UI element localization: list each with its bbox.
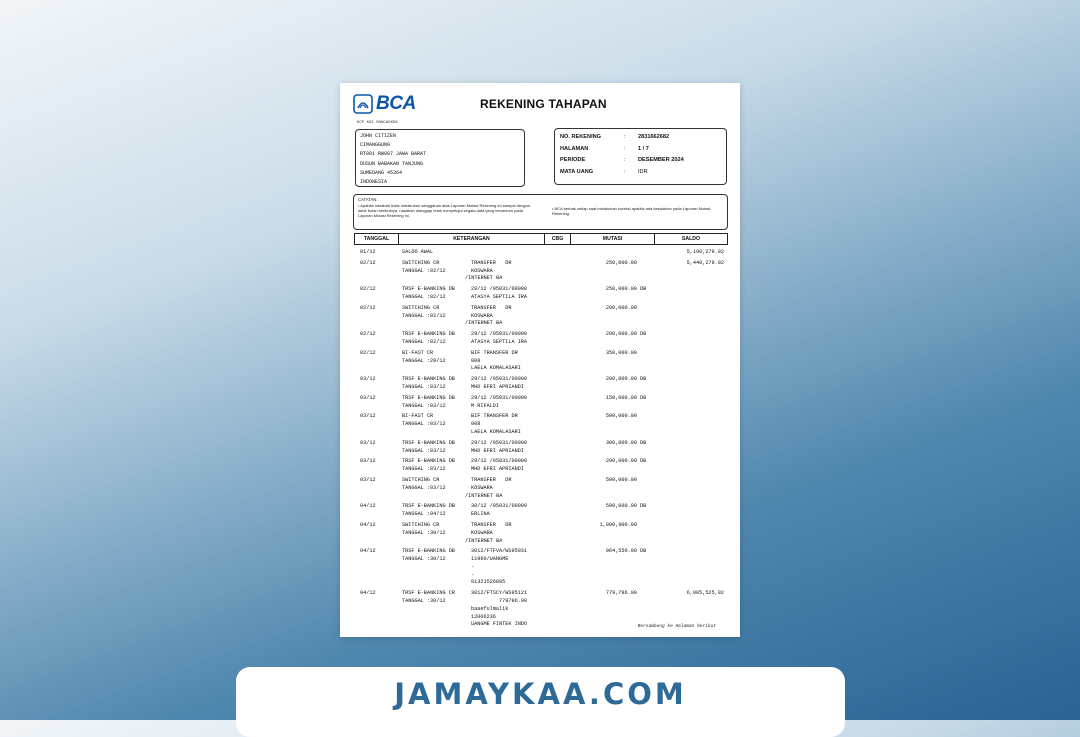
table-row [340, 286, 740, 305]
description-line: TANGGAL :02/12 [402, 338, 446, 345]
description-line: TANGGAL :03/12 [402, 484, 446, 491]
row-amount: 1,000,000.00 [599, 521, 637, 528]
row-type: DB [640, 286, 647, 293]
row-date: 03/12 [360, 413, 376, 420]
row-detail [471, 286, 527, 302]
row-amount: 964,550.00 [605, 548, 637, 555]
description-line: TANGGAL :29/12 [402, 357, 446, 364]
detail-line: BIF TRANSFER DR [471, 413, 518, 420]
detail-line: TRANSFER DR [471, 304, 512, 311]
row-date: 02/12 [360, 331, 376, 338]
branch-name: KCP KAI RANCAEKEK [357, 121, 398, 125]
currency-row: MATA UANG : IDR [560, 168, 648, 175]
row-type: DB [640, 376, 647, 383]
detail-line: /INTERNET BA [465, 537, 503, 544]
row-type: DB [640, 458, 647, 465]
detail-line: KOSWARA [471, 267, 493, 274]
description-line: TANGGAL :02/12 [402, 312, 446, 319]
row-type: DB [640, 394, 647, 401]
row-date: 02/12 [360, 304, 376, 311]
description-line: SWITCHING CR [402, 521, 440, 528]
row-amount: 200,000.00 [605, 376, 637, 383]
row-type: DB [640, 503, 647, 510]
row-date: 01/12 [360, 249, 376, 255]
row-amount: 500,000.00 [605, 413, 637, 420]
detail-line: TRANSFER DR [471, 259, 512, 266]
customer-address [355, 129, 525, 187]
description-line: SWITCHING CR [402, 259, 440, 266]
row-detail [471, 395, 527, 411]
description-line: TANGGAL :30/12 [402, 556, 446, 563]
column-header: MUTASI [571, 234, 655, 244]
description-line: TRSF E-BANKING DB [402, 458, 455, 465]
address-line: JOHN CITIZEN [360, 133, 397, 139]
row-description [402, 458, 455, 474]
row-detail [471, 350, 521, 373]
notes-box [353, 194, 728, 230]
description-line: TANGGAL :03/12 [402, 402, 446, 409]
description-line: BI-FAST CR [402, 413, 434, 420]
row-type: DB [640, 439, 647, 446]
table-row [340, 395, 740, 414]
column-header: SALDO [681, 236, 701, 242]
row-amount: 150,000.00 [605, 394, 637, 401]
row-description [402, 440, 455, 456]
notes-title: CATATAN: [358, 197, 378, 202]
bca-logo-icon [353, 94, 373, 114]
row-description [402, 350, 446, 366]
row-type: DB [640, 331, 647, 338]
row-amount: 200,000.00 [605, 458, 637, 465]
table-row [340, 331, 740, 350]
detail-line: 12006236 [471, 613, 496, 620]
detail-line: 30/12 /95031/00000 [471, 503, 528, 510]
table-row [340, 548, 740, 590]
note-text: • Apabila nasabah tidak melakukan sanggahan atas Laporan Mutasi Rekening ini sampai dengan akhir bulan berikutnya, nasabah dianggap telah menyetujui segala data yang tercantum pada Laporan Mutasi Rekening ini. [358, 203, 530, 218]
row-amount: 500,000.00 [605, 503, 637, 510]
description-line: TANGGAL :02/12 [402, 267, 446, 274]
continued-note: Bersambung ke Halaman berikut [637, 624, 716, 629]
description-line: TRSF E-BANKING DB [402, 286, 455, 293]
row-date: 03/12 [360, 439, 376, 446]
row-amount: 200,000.00 [605, 331, 637, 338]
row-date: 02/12 [360, 286, 376, 293]
table-header [354, 233, 728, 245]
table-row [340, 522, 740, 548]
row-detail [471, 590, 527, 629]
row-date: 02/12 [360, 349, 376, 356]
detail-line: - [471, 563, 475, 570]
detail-line: 008 [471, 357, 481, 364]
detail-line: 29/12 /95031/00000 [471, 331, 528, 338]
row-amount: 350,000.00 [605, 349, 637, 356]
description-line: TANGGAL :04/12 [402, 511, 446, 518]
row-date: 04/12 [360, 503, 376, 510]
row-detail [471, 331, 527, 347]
detail-line: - [471, 571, 475, 578]
detail-line: 29/12 /95031/00000 [471, 286, 528, 293]
row-description [402, 286, 455, 302]
row-amount: 250,000.00 [605, 286, 637, 293]
row-description [402, 249, 433, 257]
note-text: • BCA berhak setiap saat melakukan koreksi apabila ada kesalahan pada Laporan Mutasi Rekening. [552, 206, 711, 216]
table-row [340, 440, 740, 459]
description-line: TANGGAL :03/12 [402, 466, 446, 473]
row-amount: 500,000.00 [605, 476, 637, 483]
row-detail [465, 304, 512, 328]
row-detail [471, 458, 527, 474]
table-row [340, 249, 740, 260]
row-detail [471, 440, 527, 456]
detail-line: KOSWARA [471, 312, 493, 319]
detail-line: M RIFALDI [471, 402, 500, 409]
table-row [340, 305, 740, 331]
row-description [402, 413, 446, 429]
account-info [554, 128, 727, 185]
row-date: 04/12 [360, 548, 376, 555]
address-line: DUSUN BABAKAN TANJUNG [360, 160, 424, 167]
column-header: CBG [545, 234, 571, 244]
description-line: TRSF E-BANKING DB [402, 331, 455, 338]
row-amount: 779,796.00 [605, 590, 637, 597]
row-date: 02/12 [360, 259, 376, 266]
row-balance: 5,190,279.02 [686, 249, 724, 255]
detail-line: 29/12 /95031/00000 [471, 439, 528, 446]
description-line: TRSF E-BANKING DB [402, 503, 455, 510]
row-amount: 300,000.00 [605, 439, 637, 446]
detail-line: 29/12 /95031/00000 [471, 394, 528, 401]
description-line: TRSF E-BANKING DB [402, 376, 455, 383]
row-date: 04/12 [360, 521, 376, 528]
row-description [402, 522, 446, 538]
bank-name: BCA [376, 93, 416, 114]
description-line: SWITCHING CR [402, 476, 440, 483]
account-number-row: NO. REKENING : 2831662682 [560, 134, 670, 140]
description-line: TANGGAL :03/12 [402, 421, 446, 428]
table-row [340, 477, 740, 503]
transaction-list [340, 249, 740, 632]
table-row [340, 376, 740, 395]
address-line: INDONESIA [360, 179, 388, 186]
row-detail [471, 376, 527, 392]
description-line: TRSF E-BANKING CR [402, 590, 455, 597]
description-line: TRSF E-BANKING DB [402, 394, 455, 401]
detail-line: LAELA KOMALASARI [471, 428, 521, 435]
row-description [402, 548, 455, 564]
detail-line: 81321526895 [471, 579, 506, 586]
row-date: 04/12 [360, 590, 376, 597]
detail-line: 779796.00 [471, 598, 528, 605]
bca-logo [353, 93, 416, 115]
row-detail [471, 548, 527, 587]
detail-line: TRANSFER DR [471, 521, 512, 528]
row-amount: 200,000.00 [605, 304, 637, 311]
description-line: TANGGAL :02/12 [402, 293, 446, 300]
detail-line: 3012/FTFVA/WS95031 [471, 548, 528, 555]
detail-line: /INTERNET BA [465, 492, 503, 499]
table-row [340, 260, 740, 286]
detail-line: /INTERNET BA [465, 275, 503, 282]
page-row: HALAMAN : 1 / 7 [560, 145, 649, 152]
address-line: RT001 RW007 JAWA BARAT [360, 151, 427, 158]
description-line: BI-FAST CR [402, 349, 434, 356]
row-date: 03/12 [360, 394, 376, 401]
table-row [340, 458, 740, 477]
row-description [402, 503, 455, 519]
detail-line: KOSWARA [471, 529, 493, 536]
table-row [340, 503, 740, 522]
detail-line: UANGME FINTEK INDO [471, 621, 528, 628]
detail-line: ERLINA [471, 511, 490, 518]
detail-line: baaefulmalik [471, 605, 509, 612]
row-description [402, 305, 446, 321]
detail-line: /INTERNET BA [465, 320, 503, 327]
description-line: TRSF E-BANKING DB [402, 439, 455, 446]
detail-line: 11960/UANGME [471, 556, 509, 563]
row-description [402, 331, 455, 347]
row-description [402, 477, 446, 493]
watermark-banner [236, 667, 845, 737]
address-line: CIMANGGUNG [360, 142, 391, 149]
row-detail [471, 413, 521, 436]
column-header: TANGGAL [355, 234, 399, 244]
detail-line: ATASYA SEPTILA IRA [471, 338, 528, 345]
description-line: TANGGAL :30/12 [402, 529, 446, 536]
address-line: SUMEDANG 45364 [360, 169, 403, 176]
description-line: SALDO AWAL [402, 249, 434, 255]
detail-line: ATASYA SEPTILA IRA [471, 293, 528, 300]
detail-line: 29/12 /95031/00000 [471, 458, 528, 465]
detail-line: 29/12 /95031/00000 [471, 376, 528, 383]
site-name: JAMAYKAA.COM [394, 677, 687, 711]
row-balance: 6,005,525,02 [686, 590, 724, 597]
row-detail [471, 503, 527, 519]
statement-title: REKENING TAHAPAN [480, 97, 607, 111]
detail-line: MHD EFRI APRIANDI [471, 466, 524, 473]
detail-line: MHD EFRI APRIANDI [471, 383, 524, 390]
description-line: TANGGAL :03/12 [402, 447, 446, 454]
period-row: PERIODE : DESEMBER 2024 [560, 157, 684, 163]
row-balance: 5,440,279.02 [686, 259, 724, 266]
detail-line: 008 [471, 421, 481, 428]
detail-line: KOSWARA [471, 484, 493, 491]
table-row [340, 413, 740, 439]
row-description [402, 376, 455, 392]
description-line: TANGGAL :03/12 [402, 383, 446, 390]
row-detail [465, 476, 512, 500]
row-description [402, 590, 455, 606]
description-line: SWITCHING CR [402, 304, 440, 311]
table-row [340, 350, 740, 376]
row-detail [465, 259, 512, 283]
detail-line: 3012/FTSCY/WS95121 [471, 590, 528, 597]
description-line: TRSF E-BANKING DB [402, 548, 455, 555]
row-amount: 250,000.00 [605, 259, 637, 266]
bank-statement-page [340, 83, 740, 637]
row-type: DB [640, 548, 647, 555]
description-line: TANGGAL :30/12 [402, 598, 446, 605]
row-date: 03/12 [360, 376, 376, 383]
detail-line: MHD EFRI APRIANDI [471, 447, 524, 454]
row-description [402, 395, 455, 411]
detail-line: BIF TRANSFER DR [471, 349, 518, 356]
row-date: 03/12 [360, 458, 376, 465]
row-date: 03/12 [360, 476, 376, 483]
detail-line: TRANSFER DR [471, 476, 512, 483]
row-detail [465, 521, 512, 545]
row-description [402, 260, 446, 276]
detail-line: LAELA KOMALASARI [471, 365, 521, 372]
column-header: KETERANGAN [399, 234, 545, 244]
